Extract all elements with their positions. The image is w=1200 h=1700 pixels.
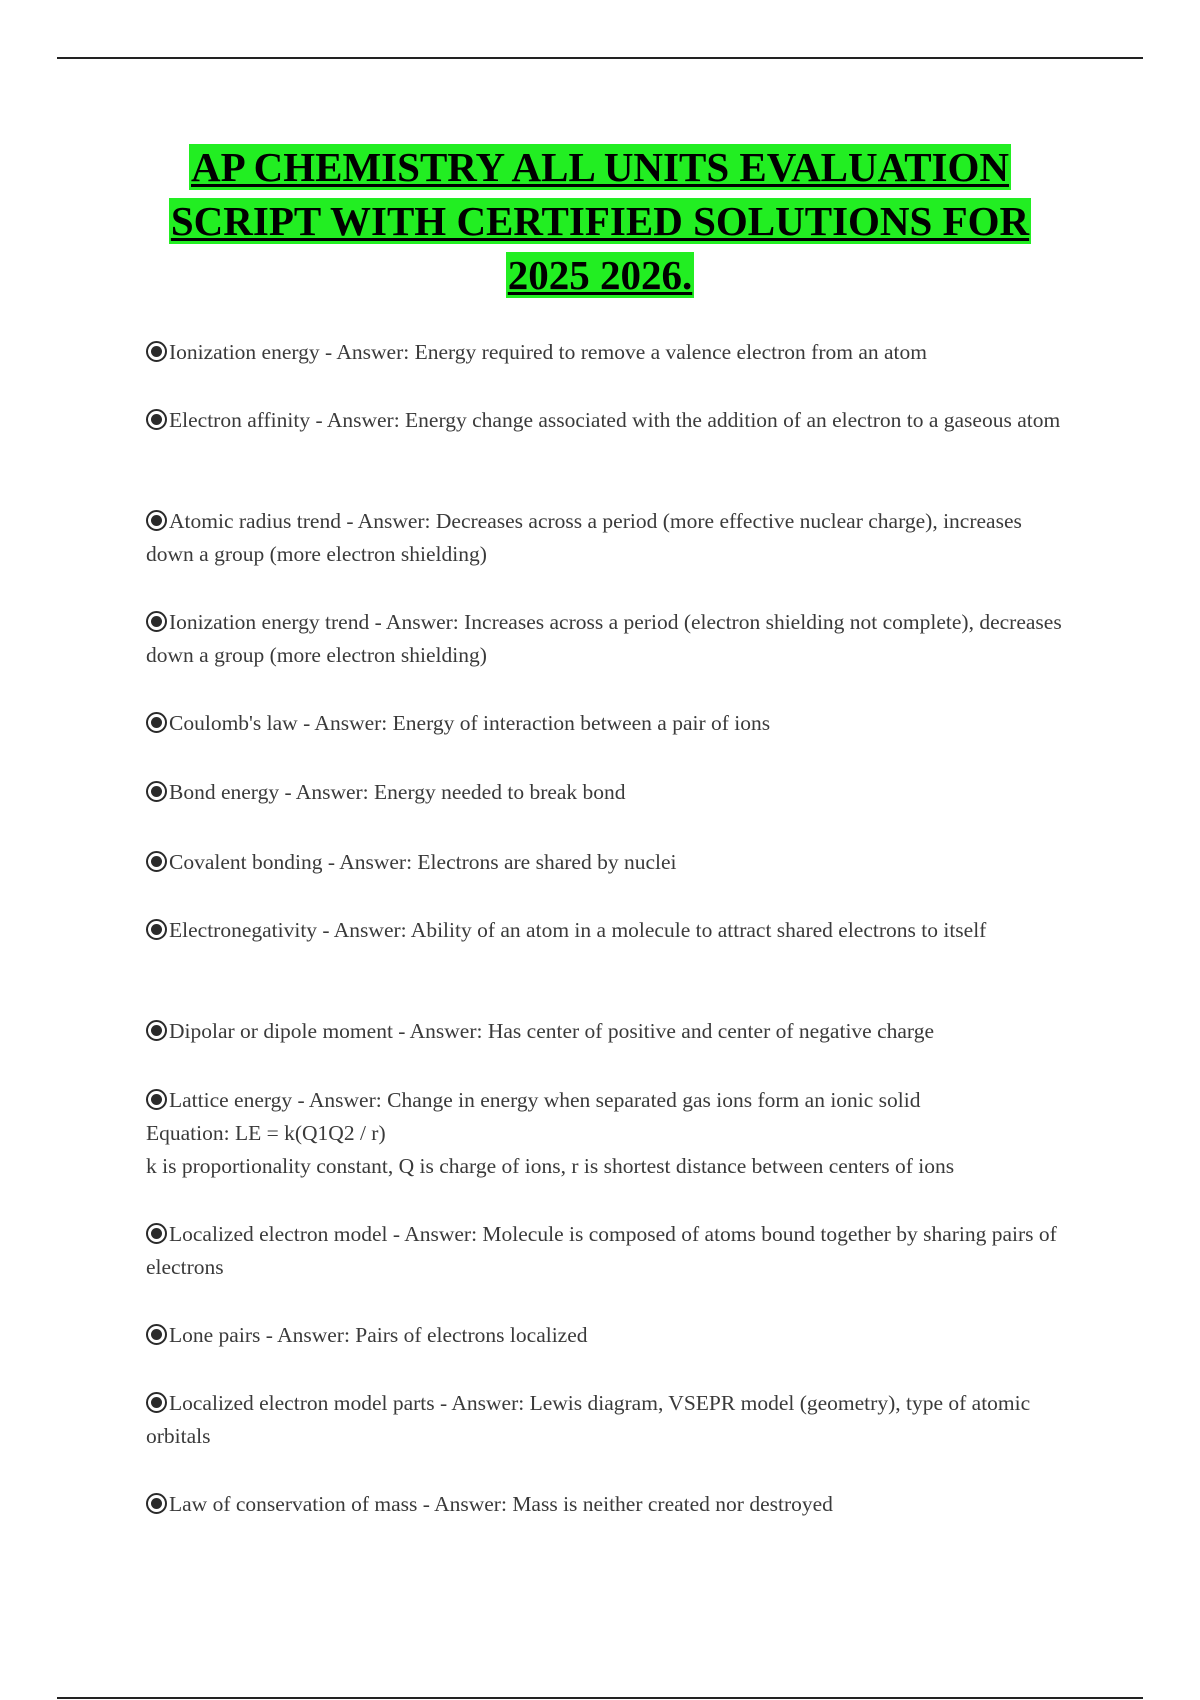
radio-bullet-icon bbox=[146, 781, 167, 802]
qa-item-atomic-radius-trend bbox=[146, 505, 1066, 571]
qa-text: Lattice energy - Answer: Change in energy when separated gas ions form an ionic solid bbox=[169, 1088, 921, 1112]
qa-item-lattice-energy bbox=[146, 1084, 1086, 1183]
qa-text: Localized electron model parts - Answer: Lewis diagram, VSEPR model (geometry), type of atomic orbitals bbox=[146, 1391, 1031, 1448]
radio-bullet-icon bbox=[146, 1324, 167, 1345]
qa-item-ionization-energy-trend bbox=[146, 606, 1066, 672]
qa-item-bond-energy bbox=[146, 776, 1066, 809]
qa-item-dipole-moment bbox=[146, 1015, 1066, 1048]
qa-item-localized-electron-model-parts bbox=[146, 1387, 1066, 1453]
qa-text: Coulomb's law - Answer: Energy of interaction between a pair of ions bbox=[169, 711, 771, 735]
qa-line-1 bbox=[146, 1084, 1086, 1117]
radio-bullet-icon bbox=[146, 712, 167, 733]
qa-text: Bond energy - Answer: Energy needed to break bond bbox=[169, 780, 626, 804]
radio-bullet-icon bbox=[146, 409, 167, 430]
title-line-2: SCRIPT WITH CERTIFIED SOLUTIONS FOR bbox=[170, 198, 1030, 244]
radio-bullet-icon bbox=[146, 341, 167, 362]
bottom-rule bbox=[57, 1697, 1143, 1699]
radio-bullet-icon bbox=[146, 1089, 167, 1110]
qa-item-covalent-bonding bbox=[146, 846, 1066, 879]
qa-text: Ionization energy trend - Answer: Increases across a period (electron shielding not complete), decreases down a group (more electron shielding) bbox=[146, 610, 1062, 667]
qa-item-electronegativity bbox=[146, 914, 1066, 947]
radio-bullet-icon bbox=[146, 611, 167, 632]
qa-text: Law of conservation of mass - Answer: Mass is neither created nor destroyed bbox=[169, 1492, 833, 1516]
qa-text: Electron affinity - Answer: Energy change associated with the addition of an electron to a gaseous atom bbox=[169, 408, 1061, 432]
radio-bullet-icon bbox=[146, 1020, 167, 1041]
title-line-3: 2025 2026. bbox=[507, 252, 693, 298]
qa-item-lone-pairs bbox=[146, 1319, 1066, 1352]
radio-bullet-icon bbox=[146, 510, 167, 531]
qa-text: Lone pairs - Answer: Pairs of electrons localized bbox=[169, 1323, 588, 1347]
qa-text: Atomic radius trend - Answer: Decreases across a period (more effective nuclear charge), increases down a group (more electron shielding) bbox=[146, 509, 1022, 566]
qa-item-electron-affinity bbox=[146, 404, 1066, 437]
qa-line-3: k is proportionality constant, Q is charge of ions, r is shortest distance between centers of ions bbox=[146, 1154, 955, 1178]
qa-item-ionization-energy bbox=[146, 336, 1066, 369]
qa-item-conservation-of-mass bbox=[146, 1488, 1066, 1521]
qa-text: Ionization energy - Answer: Energy required to remove a valence electron from an atom bbox=[169, 340, 927, 364]
radio-bullet-icon bbox=[146, 1493, 167, 1514]
qa-text: Dipolar or dipole moment - Answer: Has center of positive and center of negative charge bbox=[169, 1019, 934, 1043]
radio-bullet-icon bbox=[146, 919, 167, 940]
qa-item-coulombs-law bbox=[146, 707, 1066, 740]
qa-text: Covalent bonding - Answer: Electrons are shared by nuclei bbox=[169, 850, 677, 874]
qa-line-2: Equation: LE = k(Q1Q2 / r) bbox=[146, 1121, 386, 1145]
qa-text: Localized electron model - Answer: Molecule is composed of atoms bound together by sharing pairs of electrons bbox=[146, 1222, 1057, 1279]
radio-bullet-icon bbox=[146, 851, 167, 872]
title-line-1: AP CHEMISTRY ALL UNITS EVALUATION bbox=[191, 144, 1009, 190]
radio-bullet-icon bbox=[146, 1392, 167, 1413]
qa-item-localized-electron-model bbox=[146, 1218, 1066, 1284]
qa-text: Electronegativity - Answer: Ability of an atom in a molecule to attract shared electrons to itself bbox=[169, 918, 987, 942]
radio-bullet-icon bbox=[146, 1223, 167, 1244]
